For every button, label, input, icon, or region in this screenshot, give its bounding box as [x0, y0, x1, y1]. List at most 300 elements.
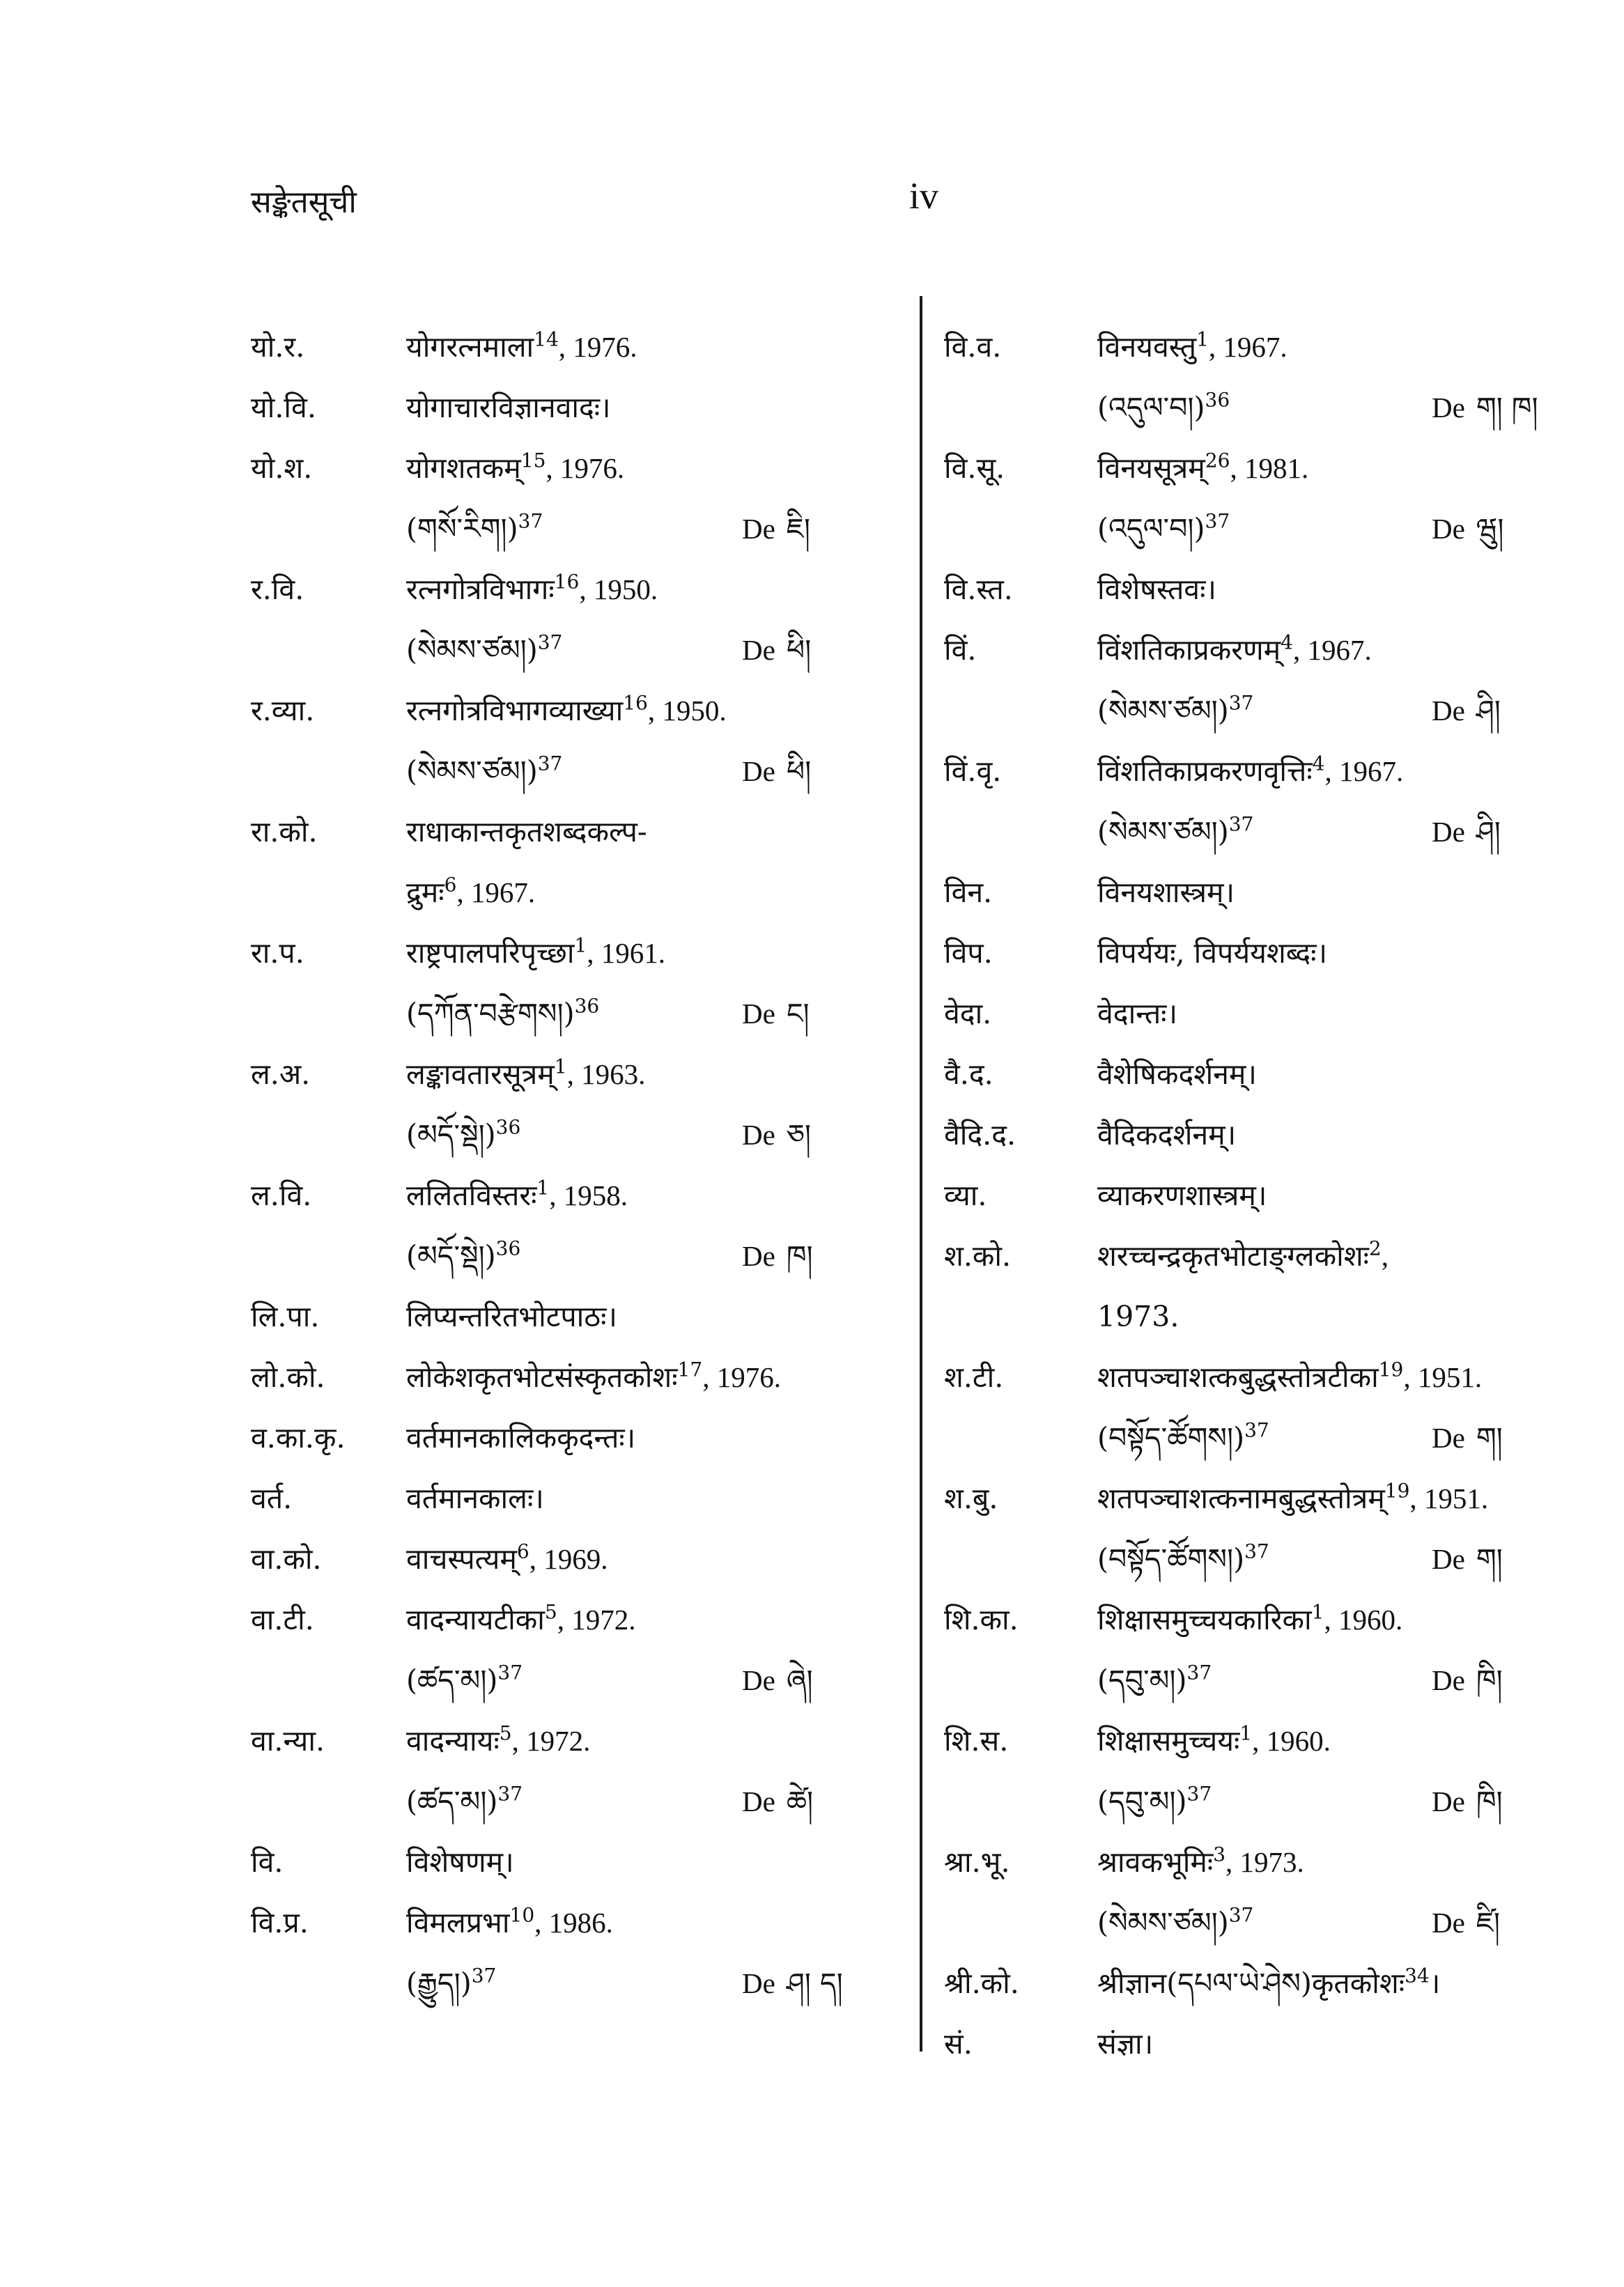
entry-line: [944, 862, 1571, 923]
entry-abbreviation: विं.वृ.: [944, 754, 1002, 788]
entry-text: [1097, 1590, 1402, 1650]
entry-text: [406, 559, 658, 620]
entry-main-text: वादन्यायः: [406, 1724, 500, 1758]
entry-text: [1097, 1832, 1304, 1893]
footnote-number: 17: [677, 1358, 703, 1381]
footnote-number: 1: [536, 1176, 550, 1200]
footnote-number: 15: [520, 449, 546, 472]
entry-line: [944, 1590, 1571, 1650]
entry-abbreviation: वेदा.: [944, 997, 992, 1030]
footnote-number: 1: [1311, 1600, 1324, 1624]
entry-abbreviation: र.वि.: [251, 573, 304, 606]
entry-main-text: विनयवस्तु: [1097, 330, 1197, 364]
entry-text: [1097, 1953, 1440, 2014]
entry-line: [251, 1287, 878, 1347]
abbreviation-entry: [944, 1953, 1571, 2014]
entry-abbreviation: शि.स.: [944, 1724, 1009, 1758]
abbreviation-entry: [944, 1711, 1571, 1832]
entry-line: [944, 1711, 1571, 1772]
entry-main-text: वैशेषिकदर्शनम्।: [1097, 1057, 1257, 1091]
entry-text: [406, 1772, 523, 1832]
footnote-number: 1: [574, 933, 587, 957]
abbreviation-entry: [251, 681, 878, 802]
derge-reference: [1432, 1408, 1503, 1468]
entry-text: [1097, 1772, 1212, 1832]
entry-text: [1097, 923, 1327, 984]
entry-tail: , 1972.: [511, 1725, 591, 1757]
entry-main-text: राष्ट्रपालपरिपृच्छा: [406, 936, 575, 970]
entry-text: [1097, 1165, 1267, 1226]
derge-volume: ཁ།: [786, 1239, 813, 1273]
footnote-number: 37: [537, 630, 563, 654]
entry-line: [944, 1772, 1571, 1832]
footnote-number: 2: [1368, 1236, 1382, 1260]
entry-line: [251, 1953, 878, 2014]
footnote-number: 37: [1205, 509, 1230, 533]
derge-reference: [742, 620, 811, 681]
derge-volume: ཁི།: [1476, 1664, 1503, 1697]
entry-tail: , 1960.: [1324, 1604, 1403, 1636]
footnote-number: 6: [444, 873, 457, 897]
entry-main-text: विंशतिकाप्रकरणम्: [1097, 633, 1281, 667]
entry-main-text: शिक्षासमुच्चयः: [1097, 1724, 1240, 1758]
entry-line: [251, 1468, 878, 1529]
entry-tail: , 1960.: [1252, 1725, 1331, 1757]
derge-reference: [1432, 802, 1501, 862]
entry-text: [406, 1105, 520, 1165]
abbreviation-entry: [251, 1893, 878, 2014]
entry-tail: , 1981.: [1230, 452, 1309, 484]
entry-tail: , 1963.: [566, 1058, 646, 1090]
entry-abbreviation: सं.: [944, 2027, 973, 2061]
entry-tail: , 1950.: [579, 573, 658, 605]
entry-abbreviation: रा.प.: [251, 936, 304, 970]
entry-tail: , 1967.: [1324, 755, 1404, 787]
entry-line: [251, 802, 878, 862]
right-column: [944, 317, 1571, 2075]
derge-reference: [1432, 499, 1503, 559]
entry-main-text: (མདོ་སྡེ།): [406, 1239, 496, 1273]
entry-line: [944, 378, 1571, 438]
footnote-number: 36: [574, 994, 600, 1018]
entry-main-text: (ཚད་མ།): [406, 1664, 498, 1697]
entry-main-text: विमलप्रभा: [406, 1906, 510, 1939]
entry-line: [944, 2014, 1571, 2075]
entry-text: [1097, 1529, 1269, 1590]
footnote-number: 37: [518, 509, 543, 533]
header-title: सङ्केतसूची: [251, 185, 357, 220]
entry-line: [251, 378, 878, 438]
entry-main-text: लोकेशकृतभोटसंस्कृतकोशः: [406, 1360, 678, 1394]
abbreviation-entry: [944, 1226, 1571, 1347]
entry-abbreviation: वा.न्या.: [251, 1724, 325, 1758]
entry-text: [1097, 1468, 1488, 1529]
derge-label: De: [742, 1119, 775, 1151]
entry-main-text: द्रुमः: [406, 876, 444, 909]
entry-abbreviation: शि.का.: [944, 1603, 1019, 1636]
footnote-number: 16: [623, 691, 648, 715]
entry-tail: , 1951.: [1409, 1482, 1489, 1514]
entry-line: [944, 438, 1571, 499]
entry-text: [1097, 499, 1230, 559]
derge-reference: [742, 984, 810, 1044]
entry-line: [944, 741, 1571, 802]
entry-text: [1097, 1226, 1389, 1287]
entry-main-text: लङ्कावतारसूत्रम्: [406, 1057, 555, 1091]
abbreviation-entry: [944, 438, 1571, 559]
entry-abbreviation: वि.स्त.: [944, 573, 1013, 606]
derge-reference: [742, 1953, 843, 2014]
derge-label: De: [742, 513, 775, 545]
entry-abbreviation: लि.पा.: [251, 1300, 320, 1333]
entry-tail: , 1967.: [1292, 634, 1372, 666]
entry-main-text: शरच्चन्द्रकृतभोटाङ्ग्लकोशः: [1097, 1239, 1369, 1273]
entry-tail: , 1967.: [1208, 331, 1287, 363]
abbreviation-entry: [944, 984, 1571, 1044]
abbreviation-entry: [944, 1468, 1571, 1590]
abbreviation-entry: [944, 741, 1571, 862]
footnote-number: 16: [554, 570, 580, 594]
derge-label: De: [742, 755, 775, 787]
entry-line: [944, 923, 1571, 984]
footnote-number: 37: [497, 1661, 523, 1684]
footnote-number: 37: [1186, 1661, 1212, 1684]
entry-main-text: ललितविस्तरः: [406, 1179, 537, 1212]
entry-abbreviation: वि.सू.: [944, 451, 1005, 485]
entry-main-text: (སེམས་ཙམ།): [1097, 694, 1229, 727]
entry-abbreviation: वि.व.: [944, 330, 1002, 364]
entry-line: [251, 1226, 878, 1287]
entry-abbreviation: श.बु.: [944, 1482, 998, 1515]
entry-main-text: (དབུ་མ།): [1097, 1785, 1187, 1818]
entry-line: [944, 317, 1571, 378]
entry-main-text: विंशतिकाप्रकरणवृत्तिः: [1097, 754, 1313, 788]
footnote-number: 37: [537, 752, 563, 775]
derge-label: De: [1432, 513, 1465, 545]
entry-main-text: (བསྟོད་ཚོགས།): [1097, 1542, 1245, 1576]
derge-volume: ཤི།: [1476, 694, 1501, 727]
abbreviation-entry: [944, 620, 1571, 741]
derge-reference: [742, 499, 810, 559]
entry-line: [944, 1226, 1571, 1287]
abbreviation-entry: [251, 378, 878, 438]
entry-text: [406, 802, 647, 862]
derge-reference: [1432, 681, 1501, 741]
entry-main-text: शतपञ्चाशत्कनामबुद्धस्तोत्रम्: [1097, 1482, 1385, 1515]
derge-volume: ཅ།: [786, 1118, 811, 1152]
entry-line: [944, 620, 1571, 681]
abbreviation-entry: [944, 1590, 1571, 1711]
footnote-number: 19: [1384, 1479, 1410, 1503]
entry-text: [1097, 862, 1235, 923]
entry-text: [1097, 984, 1177, 1044]
footnote-number: 4: [1312, 752, 1325, 775]
entry-text: [406, 1165, 628, 1226]
abbreviation-entry: [251, 1468, 878, 1529]
entry-abbreviation: यो.र.: [251, 330, 305, 364]
entry-line: [944, 1832, 1571, 1893]
entry-main-text: योगशतकम्: [406, 451, 521, 485]
entry-text: [406, 923, 665, 984]
entry-main-text: लिप्यन्तरितभोटपाठः।: [406, 1300, 617, 1333]
entry-line: [251, 1711, 878, 1772]
entry-text: [1097, 802, 1253, 862]
entry-text: [1097, 378, 1230, 438]
abbreviation-entry: [251, 438, 878, 559]
entry-text: [1097, 559, 1216, 620]
entry-line: [251, 1408, 878, 1468]
derge-volume: ཕི།: [786, 633, 812, 667]
derge-volume: ང།: [786, 997, 810, 1030]
entry-line: [944, 1953, 1571, 2014]
entry-text: [406, 620, 562, 681]
entry-text: [406, 1347, 781, 1408]
entry-text: [1097, 438, 1308, 499]
derge-label: De: [742, 1240, 775, 1272]
entry-line: [251, 1590, 878, 1650]
entry-main-text: विशेषस्तवः।: [1097, 573, 1216, 606]
derge-reference: [1432, 1650, 1503, 1711]
derge-label: De: [1432, 1785, 1465, 1817]
footnote-number: 1: [1196, 327, 1209, 351]
entry-abbreviation: विं.: [944, 633, 977, 667]
entry-tail: , 1976.: [702, 1361, 781, 1393]
entry-abbreviation: वा.टी.: [251, 1603, 314, 1636]
derge-reference: [1432, 378, 1538, 438]
entry-main-text: शिक्षासमुच्चयकारिका: [1097, 1603, 1312, 1636]
entry-main-text: वेदान्तः।: [1097, 997, 1178, 1030]
footnote-number: 36: [495, 1115, 521, 1139]
footnote-number: 26: [1205, 449, 1230, 472]
derge-label: De: [1432, 1907, 1465, 1939]
footnote-number: 37: [1244, 1540, 1269, 1563]
entry-line: [944, 1044, 1571, 1105]
footnote-number: 6: [516, 1540, 529, 1563]
entry-abbreviation: श्री.को.: [944, 1967, 1019, 2000]
abbreviation-entry: [944, 923, 1571, 984]
entry-main-text: वर्तमानकालः।: [406, 1482, 544, 1515]
abbreviation-entry: [944, 1044, 1571, 1105]
abbreviation-entry: [251, 1711, 878, 1832]
derge-reference: [1432, 1772, 1503, 1832]
entry-text: [406, 1468, 544, 1529]
entry-line: [251, 1650, 878, 1711]
derge-label: De: [1432, 1664, 1465, 1696]
derge-label: De: [1432, 1422, 1465, 1454]
entry-text: [1097, 741, 1403, 802]
entry-text: [1097, 1893, 1253, 1953]
abbreviation-entry: [944, 317, 1571, 438]
entry-text: [406, 438, 624, 499]
entry-abbreviation: श.टी.: [944, 1360, 1004, 1394]
entry-main-text: विशेषणम्।: [406, 1845, 514, 1879]
derge-label: De: [1432, 816, 1465, 848]
entry-text: [406, 1650, 523, 1711]
entry-main-text: रत्नगोत्रविभागः: [406, 573, 555, 606]
entry-text: [1097, 1650, 1212, 1711]
derge-reference: [742, 1105, 811, 1165]
entry-text: [406, 378, 611, 438]
entry-line: [944, 1408, 1571, 1468]
entry-text: [406, 1590, 635, 1650]
footnote-number: 4: [1281, 630, 1293, 654]
entry-text: [1097, 1408, 1269, 1468]
abbreviation-entry: [251, 1044, 878, 1165]
footnote-number: 5: [544, 1600, 557, 1624]
page-number: iv: [909, 175, 939, 217]
footnote-number: 1: [554, 1055, 567, 1078]
entry-abbreviation: श्रा.भू.: [944, 1845, 1010, 1879]
entry-text: [406, 862, 535, 923]
entry-main-text: (བསྟོད་ཚོགས།): [1097, 1421, 1245, 1455]
entry-abbreviation: वै.द.: [944, 1057, 993, 1091]
entry-main-text: (དབུ་མ།): [1097, 1664, 1187, 1697]
abbreviation-entry: [251, 1287, 878, 1347]
derge-volume: ཇི།: [786, 512, 810, 545]
footnote-number: 5: [499, 1721, 512, 1745]
entry-main-text: (དཀོན་བརྩེགས།): [406, 997, 575, 1030]
entry-line: [944, 1893, 1571, 1953]
footnote-number: 1: [1239, 1721, 1253, 1745]
entry-abbreviation: रा.को.: [251, 815, 318, 848]
entry-main-text: (སེམས་ཙམ།): [406, 754, 538, 788]
entry-line: [944, 1165, 1571, 1226]
entry-main-text: वैदिकदर्शनम्।: [1097, 1118, 1237, 1152]
entry-abbreviation: विन.: [944, 876, 993, 909]
derge-label: De: [742, 634, 775, 666]
entry-line: [944, 802, 1571, 862]
entry-tail: , 1976.: [546, 452, 625, 484]
derge-volume: ཚེ།: [786, 1785, 814, 1818]
entry-main-text: (གསོ་རིག།): [406, 512, 518, 545]
entry-text: [406, 1408, 635, 1468]
entry-line: [251, 1165, 878, 1226]
entry-text: [1097, 620, 1372, 681]
footnote-number: 37: [471, 1964, 497, 1987]
derge-volume: ཞེ།: [786, 1664, 813, 1697]
entry-main-text: (སེམས་ཙམ།): [1097, 815, 1229, 848]
abbreviation-entry: [944, 1165, 1571, 1226]
abbreviation-entry: [251, 923, 878, 1044]
entry-line: [251, 1105, 878, 1165]
entry-text: [406, 1226, 520, 1287]
entry-line: [944, 559, 1571, 620]
entry-text: [406, 1711, 590, 1772]
abbreviation-entry: [944, 862, 1571, 923]
entry-line: [251, 620, 878, 681]
entry-text: [406, 317, 637, 378]
entry-line: [251, 1044, 878, 1105]
entry-main-text: वाचस्पत्यम्: [406, 1542, 517, 1576]
entry-main-text: 1973.: [1097, 1300, 1180, 1333]
abbreviation-entry: [944, 559, 1571, 620]
entry-text: [406, 681, 727, 741]
abbreviation-entry: [251, 559, 878, 681]
entry-abbreviation: ल.वि.: [251, 1179, 312, 1212]
entry-text: [1097, 1105, 1236, 1165]
entry-line: [251, 559, 878, 620]
derge-volume: ཁི།: [1476, 1785, 1503, 1818]
abbreviation-entry: [251, 1832, 878, 1893]
derge-volume: ཕི།: [786, 754, 812, 788]
entry-abbreviation: वि.प्र.: [251, 1906, 309, 1939]
entry-abbreviation: वर्त.: [251, 1482, 293, 1515]
derge-label: De: [742, 1967, 775, 1999]
entry-line: [944, 1650, 1571, 1711]
derge-volume: ཤི།: [1476, 815, 1501, 848]
entry-tail: , 1973.: [1225, 1846, 1304, 1878]
entry-text: [406, 1953, 496, 2014]
entry-line: [251, 681, 878, 741]
entry-abbreviation: श.को.: [944, 1239, 1012, 1273]
derge-label: De: [1432, 1543, 1465, 1575]
abbreviation-entry: [251, 1590, 878, 1711]
footnote-number: 37: [497, 1782, 523, 1806]
entry-tail: ।: [1429, 1967, 1441, 1999]
entry-line: [944, 1287, 1571, 1347]
entry-main-text: (སེམས་ཙམ།): [406, 633, 538, 667]
entry-line: [251, 438, 878, 499]
derge-label: De: [742, 1664, 775, 1696]
entry-text: [406, 1287, 617, 1347]
entry-main-text: (སེམས་ཙམ།): [1097, 1906, 1229, 1939]
entry-text: [1097, 317, 1287, 378]
entry-main-text: शतपञ्चाशत्कबुद्धस्तोत्रटीका: [1097, 1360, 1379, 1394]
entry-line: [944, 1105, 1571, 1165]
entry-text: [1097, 681, 1253, 741]
entry-tail: , 1951.: [1403, 1361, 1483, 1393]
entry-abbreviation: विप.: [944, 936, 993, 970]
entry-abbreviation: ल.अ.: [251, 1057, 311, 1091]
derge-reference: [1432, 1893, 1500, 1953]
entry-line: [251, 741, 878, 802]
entry-main-text: संज्ञा।: [1097, 2027, 1154, 2061]
entry-abbreviation: व्या.: [944, 1179, 987, 1212]
entry-text: [406, 1832, 514, 1893]
entry-main-text: व्याकरणशास्त्रम्।: [1097, 1179, 1267, 1212]
abbreviation-entry: [944, 2014, 1571, 2075]
entry-text: [1097, 1044, 1257, 1105]
entry-text: [406, 499, 543, 559]
derge-volume: ཤ། ད།: [786, 1967, 843, 2000]
abbreviation-entry: [251, 317, 878, 378]
entry-tail: , 1958.: [549, 1179, 628, 1211]
derge-reference: [742, 1650, 813, 1711]
abbreviation-entry: [944, 1832, 1571, 1953]
entry-abbreviation: र.व्या.: [251, 694, 315, 727]
entry-line: [944, 1529, 1571, 1590]
footnote-number: 37: [1228, 812, 1254, 836]
footnote-number: 14: [534, 327, 559, 351]
footnote-number: 37: [1186, 1782, 1212, 1806]
entry-text: [406, 741, 562, 802]
column-divider: [920, 296, 922, 2052]
derge-volume: ག། ཁ།: [1476, 391, 1538, 424]
entry-main-text: वादन्यायटीका: [406, 1603, 545, 1636]
entry-tail: , 1972.: [557, 1604, 636, 1636]
entry-text: [1097, 1711, 1331, 1772]
abbreviation-entry: [944, 1347, 1571, 1468]
entry-line: [944, 499, 1571, 559]
entry-line: [251, 984, 878, 1044]
derge-volume: ཛི།: [1476, 1906, 1500, 1939]
entry-text: [1097, 1287, 1179, 1347]
entry-line: [944, 1468, 1571, 1529]
entry-text: [406, 1893, 613, 1953]
entry-main-text: रत्नगोत्रविभागव्याख्या: [406, 694, 624, 727]
entry-tail: , 1967.: [456, 876, 536, 908]
abbreviation-entry: [251, 1347, 878, 1408]
